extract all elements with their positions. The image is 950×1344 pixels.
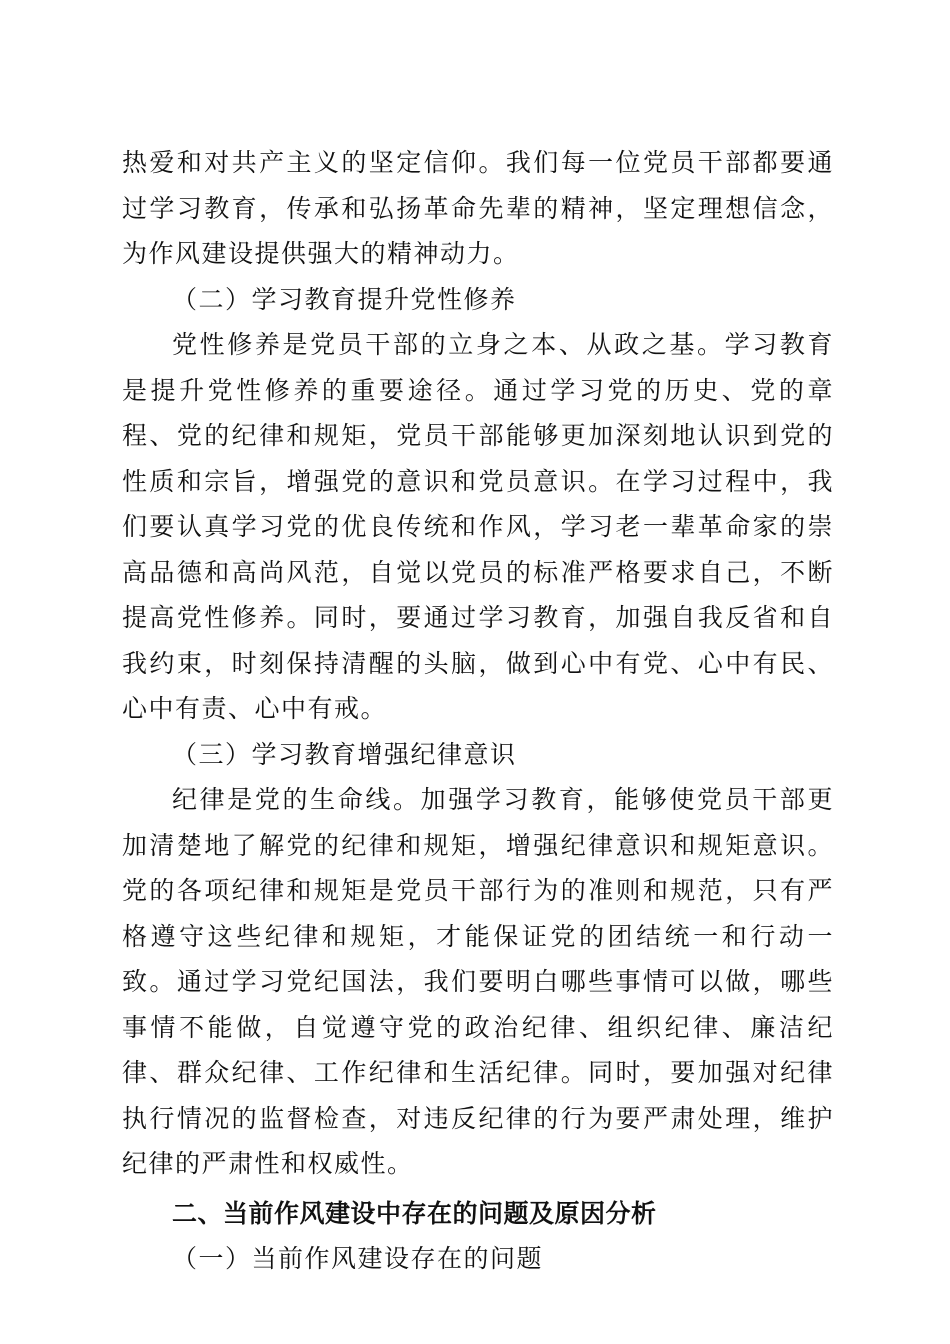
intro-paragraph: 热爱和对共产主义的坚定信仰。我们每一位党员干部都要通过学习教育，传承和弘扬革命先辈的精神，坚定理想信念，为作风建设提供强大的精神动力。: [122, 148, 834, 268]
section-3-paragraph: 纪律是党的生命线。加强学习教育，能够使党员干部更加清楚地了解党的纪律和规矩，增强纪律意识和规矩意识。党的各项纪律和规矩是党员干部行为的准则和规范，只有严格遵守这些纪律和规矩，才能保证党的团结统一和行动一致。通过学习党纪国法，我们要明白哪些事情可以做，哪些事情不能做，自觉遵守党的政治纪律、组织纪律、廉洁纪律、群众纪律、工作纪律和生活纪律。同时，要加强对纪律执行情况的监督检查，对违反纪律的行为要严肃处理，维护纪律的严肃性和权威性。: [122, 785, 834, 1178]
part-2-subheading-1: （一）当前作风建设存在的问题: [172, 1244, 544, 1273]
section-heading-2: （二）学习教育提升党性修养: [172, 284, 517, 314]
document-body: [122, 140, 834, 1282]
section-2-paragraph: 党性修养是党员干部的立身之本、从政之基。学习教育是提升党性修养的重要途径。通过学习党的历史、党的章程、党的纪律和规矩，党员干部能够更加深刻地认识到党的性质和宗旨，增强党的意识和党员意识。在学习过程中，我们要认真学习党的优良传统和作风，学习老一辈革命家的崇高品德和高尚风范，自觉以党员的标准严格要求自己，不断提高党性修养。同时，要通过学习教育，加强自我反省和自我约束，时刻保持清醒的头脑，做到心中有党、心中有民、心中有责、心中有戒。: [122, 330, 834, 723]
part-2-heading: 二、当前作风建设中存在的问题及原因分析: [172, 1198, 657, 1228]
section-heading-3: （三）学习教育增强纪律意识: [172, 739, 517, 769]
